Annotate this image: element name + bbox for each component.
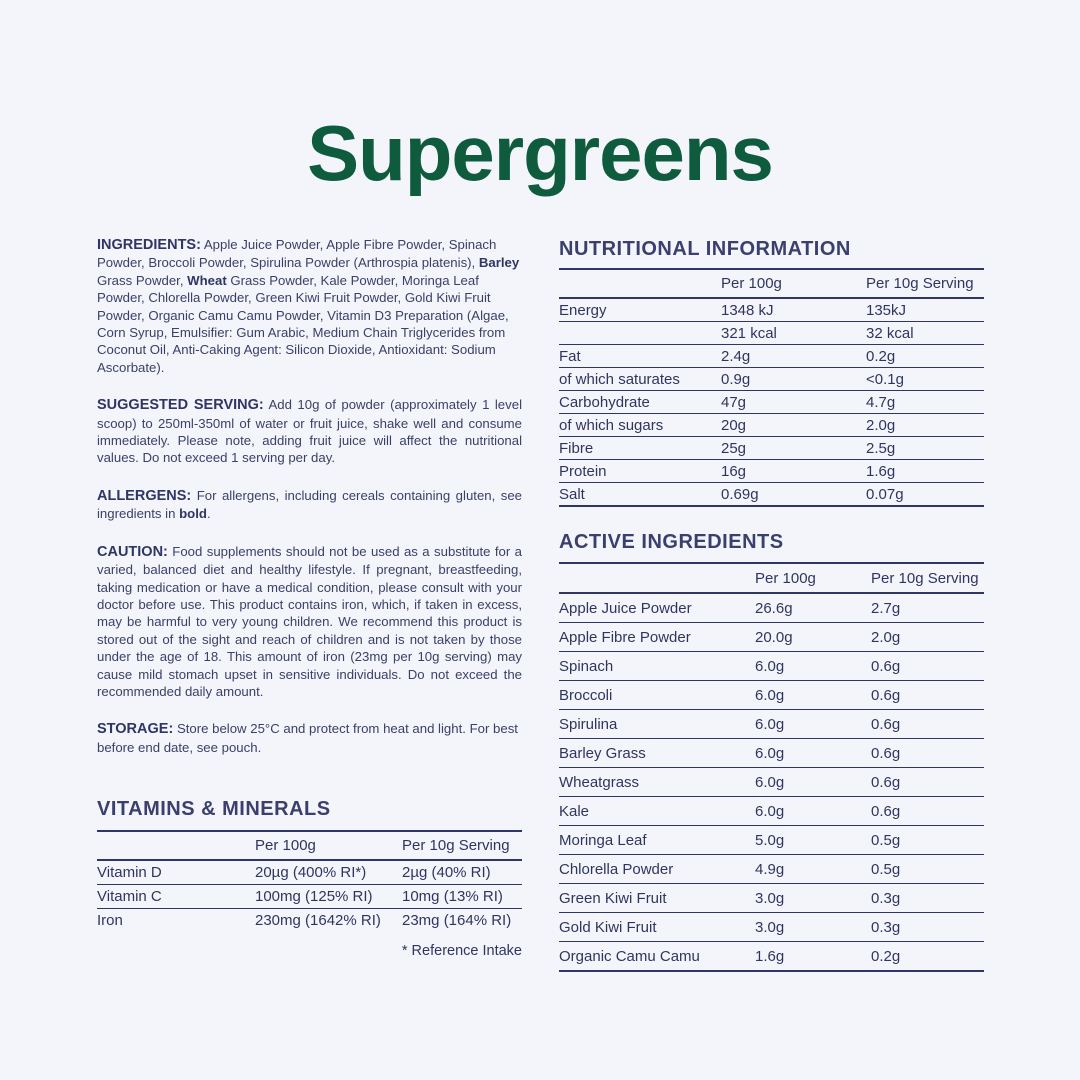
vitamins-minerals-section xyxy=(97,798,522,959)
ingredient-per100g: 6.0g xyxy=(755,797,871,826)
ingredient-per100g: 4.9g xyxy=(755,855,871,884)
nutrition-header-per100g: Per 100g xyxy=(721,270,866,298)
nutrient-per10g: 0.2g xyxy=(866,345,984,368)
table-row xyxy=(559,298,984,322)
table-row xyxy=(559,797,984,826)
vitamin-per100g: 230mg (1642% RI) xyxy=(255,912,381,929)
table-row xyxy=(559,826,984,855)
ingredients-text-1: Apple Juice Powder, Apple Fibre Powder, Spinach Powder, Broccoli Powder, Spirulina Powder (Arthrospia platenis), xyxy=(97,237,497,271)
ingredient-name: Barley Grass xyxy=(559,739,755,768)
nutrient-per100g: 0.9g xyxy=(721,368,866,391)
table-row xyxy=(559,483,984,507)
vitamins-header-row xyxy=(97,832,522,860)
vitamins-heading: VITAMINS & MINERALS xyxy=(97,798,331,820)
nutrient-name: Fibre xyxy=(559,437,721,460)
storage-text: Store below 25°C and protect from heat and light. For best before end date, see pouch. xyxy=(97,721,518,755)
nutrition-heading: NUTRITIONAL INFORMATION xyxy=(559,238,851,260)
ingredient-name: Wheatgrass xyxy=(559,768,755,797)
ingredient-per10g: 0.6g xyxy=(871,739,984,768)
allergens-label: ALLERGENS: xyxy=(97,487,192,504)
table-row xyxy=(97,860,522,885)
ingredient-per10g: 0.6g xyxy=(871,710,984,739)
serving-text: Add 10g of powder (approximately 1 level scoop) to 250ml-350ml of water or fruit juice, shake well and consume immediately. Please note, adding fruit juice will affect the nutritional values. Do not exceed 1 serving per day. xyxy=(97,397,522,466)
ingredient-name: Apple Juice Powder xyxy=(559,593,755,623)
nutrient-per100g: 20g xyxy=(721,414,866,437)
vitamin-per100g: 100mg (125% RI) xyxy=(255,885,402,909)
nutrient-name: Salt xyxy=(559,483,721,507)
table-row xyxy=(559,345,984,368)
table-row xyxy=(559,681,984,710)
ingredient-per10g: 0.2g xyxy=(871,942,984,972)
table-row xyxy=(559,710,984,739)
nutrient-per10g: <0.1g xyxy=(866,368,984,391)
vitamins-header-blank xyxy=(97,832,255,860)
vitamin-per10g: 2µg (40% RI) xyxy=(402,860,522,885)
table-row xyxy=(559,884,984,913)
nutrient-per10g: 2.5g xyxy=(866,437,984,460)
nutrient-per10g: 135kJ xyxy=(866,298,984,322)
nutrient-name: Energy xyxy=(559,298,721,322)
serving-paragraph xyxy=(97,396,522,467)
ingredient-per100g: 6.0g xyxy=(755,652,871,681)
nutrition-header-blank xyxy=(559,270,721,298)
nutrient-name xyxy=(559,322,721,345)
nutrient-per100g: 25g xyxy=(721,437,866,460)
ingredients-text-2: Grass Powder, xyxy=(97,272,188,288)
vitamins-header-per100g: Per 100g xyxy=(255,832,402,860)
table-row xyxy=(559,593,984,623)
ingredient-per10g: 0.6g xyxy=(871,797,984,826)
nutrient-name: Protein xyxy=(559,460,721,483)
nutrient-per100g: 0.69g xyxy=(721,483,866,507)
table-row xyxy=(97,909,522,933)
nutrient-per10g: 1.6g xyxy=(866,460,984,483)
ingredient-per10g: 0.3g xyxy=(871,913,984,942)
ingredients-label: INGREDIENTS: xyxy=(97,237,201,253)
vitamin-per100g: 20µg (400% RI*) xyxy=(255,860,402,885)
caution-label: CAUTION: xyxy=(97,543,168,560)
ingredient-per100g: 6.0g xyxy=(755,681,871,710)
ingredient-name: Moringa Leaf xyxy=(559,826,755,855)
table-row xyxy=(559,652,984,681)
ingredient-per100g: 1.6g xyxy=(755,942,871,972)
ingredient-per10g: 2.7g xyxy=(871,593,984,623)
storage-label: STORAGE: xyxy=(97,721,174,738)
allergens-paragraph xyxy=(97,487,522,523)
allergens-text-1: For allergens, including cereals containing gluten, see ingredients in xyxy=(97,487,522,522)
table-row xyxy=(559,913,984,942)
ingredient-per100g: 6.0g xyxy=(755,710,871,739)
nutrient-per10g: 4.7g xyxy=(866,391,984,414)
active-ingredients-table xyxy=(559,564,984,972)
nutrient-per100g: 1348 kJ xyxy=(721,298,866,322)
table-row xyxy=(559,739,984,768)
nutrient-name: Carbohydrate xyxy=(559,391,721,414)
vitamin-name: Vitamin C xyxy=(97,885,255,909)
ingredient-per100g: 20.0g xyxy=(755,623,871,652)
ingredient-per10g: 0.5g xyxy=(871,855,984,884)
active-heading: ACTIVE INGREDIENTS xyxy=(559,531,784,553)
nutrient-per100g: 321 kcal xyxy=(721,322,866,345)
nutrient-name: Fat xyxy=(559,345,721,368)
table-row xyxy=(559,391,984,414)
table-row xyxy=(559,942,984,972)
table-row xyxy=(559,768,984,797)
table-row xyxy=(559,623,984,652)
ingredients-bold-barley: Barley xyxy=(478,255,520,271)
nutrient-per10g: 0.07g xyxy=(866,483,984,507)
ingredient-per100g: 3.0g xyxy=(755,884,871,913)
ingredients-bold-wheat: Wheat xyxy=(187,272,227,288)
table-row xyxy=(559,414,984,437)
allergens-bold-word: bold xyxy=(179,506,207,522)
nutrient-per100g: 2.4g xyxy=(721,345,866,368)
table-row xyxy=(559,855,984,884)
ingredient-per100g: 26.6g xyxy=(755,593,871,623)
table-row xyxy=(559,322,984,345)
table-row xyxy=(97,885,522,909)
caution-text: Food supplements should not be used as a substitute for a varied, balanced diet and healthy lifestyle. If pregnant, breastfeeding, taking medication or have a medical condition, please consult with your doctor before use. This product contains iron, which, if taken in excess, may be harmful to very young children. We recommend this product is stored out of the sight and reach of children and is not taken by those under the age of 18. This amount of iron (23mg per 10g serving) may cause mild stomach upset in sensitive individuals. Do not exceed the recommended daily amount. xyxy=(97,543,522,699)
storage-paragraph xyxy=(97,720,522,756)
vitamin-name: Vitamin D xyxy=(97,860,255,885)
nutrient-per10g: 2.0g xyxy=(866,414,984,437)
active-header-row xyxy=(559,564,984,593)
ingredient-name: Apple Fibre Powder xyxy=(559,623,755,652)
ingredient-name: Kale xyxy=(559,797,755,826)
nutrition-header-row xyxy=(559,270,984,298)
active-ingredients-section xyxy=(559,531,984,972)
ingredient-per10g: 0.3g xyxy=(871,884,984,913)
ingredient-per100g: 3.0g xyxy=(755,913,871,942)
label-text-column xyxy=(97,236,522,771)
reference-intake-footnote: * Reference Intake xyxy=(401,943,522,959)
ingredient-name: Spinach xyxy=(559,652,755,681)
ingredient-name: Organic Camu Camu xyxy=(559,942,755,972)
ingredient-per100g: 6.0g xyxy=(755,768,871,797)
active-header-per100g: Per 100g xyxy=(755,564,871,593)
allergens-text-2: . xyxy=(206,506,211,522)
nutrient-name: of which saturates xyxy=(559,368,721,391)
table-row xyxy=(559,368,984,391)
ingredient-per100g: 5.0g xyxy=(755,826,871,855)
vitamin-name: Iron xyxy=(97,912,123,929)
vitamins-header-per10g: Per 10g Serving xyxy=(402,832,522,860)
ingredient-name: Green Kiwi Fruit xyxy=(559,884,755,913)
vitamin-per10g: 10mg (13% RI) xyxy=(402,885,522,909)
vitamins-table xyxy=(97,832,522,932)
ingredient-per100g: 6.0g xyxy=(755,739,871,768)
vitamin-per10g: 23mg (164% RI) xyxy=(402,912,512,929)
nutrient-per100g: 16g xyxy=(721,460,866,483)
active-header-blank xyxy=(559,564,755,593)
ingredients-paragraph xyxy=(97,236,522,376)
ingredients-text-3: Grass Powder, Kale Powder, Moringa Leaf Powder, Chlorella Powder, Green Kiwi Fruit Powder, Gold Kiwi Fruit Powder, Organic Camu Camu Powder, Vitamin D3 Preparation (Algae, Corn Syrup, Emulsifier: Gum Arabic, Medium Chain Triglycerides from Coconut Oil, Anti-Caking Agent: Silicon Dioxide, Antioxidant: Sodium Ascorbate). xyxy=(97,272,509,375)
ingredient-per10g: 0.5g xyxy=(871,826,984,855)
nutrition-table xyxy=(559,270,984,507)
nutritional-information-section xyxy=(559,238,984,507)
ingredient-name: Broccoli xyxy=(559,681,755,710)
ingredient-name: Chlorella Powder xyxy=(559,855,755,884)
caution-paragraph xyxy=(97,543,522,701)
nutrient-per10g: 32 kcal xyxy=(866,322,984,345)
ingredient-per10g: 0.6g xyxy=(871,681,984,710)
nutrient-name: of which sugars xyxy=(559,414,721,437)
ingredient-per10g: 2.0g xyxy=(871,623,984,652)
table-row xyxy=(559,460,984,483)
ingredient-per10g: 0.6g xyxy=(871,768,984,797)
table-row xyxy=(559,437,984,460)
ingredient-per10g: 0.6g xyxy=(871,652,984,681)
serving-label: SUGGESTED SERVING: xyxy=(97,397,264,414)
nutrition-header-per10g: Per 10g Serving xyxy=(866,270,984,298)
active-header-per10g: Per 10g Serving xyxy=(871,564,984,593)
ingredient-name: Gold Kiwi Fruit xyxy=(559,913,755,942)
ingredient-name: Spirulina xyxy=(559,710,755,739)
page-title: Supergreens xyxy=(307,109,773,197)
nutrient-per100g: 47g xyxy=(721,391,866,414)
